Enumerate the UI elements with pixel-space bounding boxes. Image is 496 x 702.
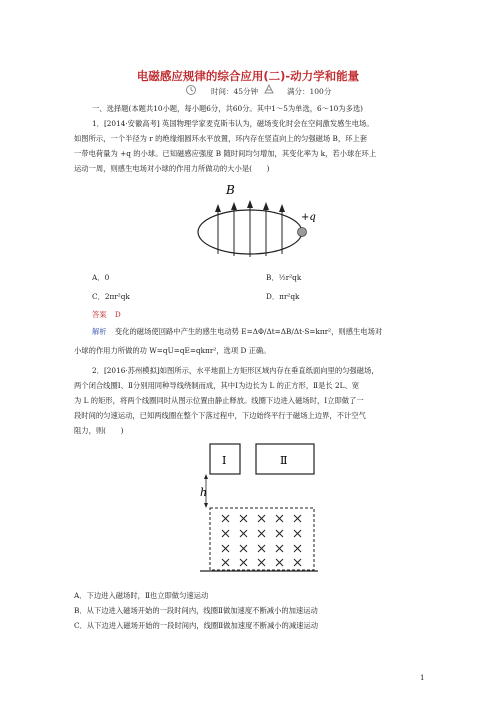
- analysis-text-1: 变化的磁场使回路中产生的感生电动势 E=ΔΦ/Δt=ΔB/Δt·S=kπr²，则感生电场对: [114, 327, 383, 336]
- q1-option-b: B．½r²qk: [266, 273, 302, 282]
- total-score: 满分：100分: [287, 87, 332, 96]
- height-label: h: [200, 486, 208, 499]
- q1-option-d: D．πr²qk: [266, 292, 300, 301]
- q2-option-a: A．下边进入磁场时，Ⅱ也立即做匀速运动: [74, 591, 209, 600]
- q2-line-5: 阻力，则( ): [74, 426, 124, 435]
- time-limit: 时间：45分钟: [211, 87, 259, 96]
- field-crosses: [222, 515, 301, 566]
- analysis-text-2: 小球的作用力所做的功 W=qU=qE=qkπr²，选项 D 正确。: [74, 346, 271, 355]
- q2-line-4: 段时间的匀速运动，已知两线圈在整个下落过程中，下边始终平行于磁场上边界，不计空气: [74, 411, 366, 420]
- q1-line-2: 如图所示，一个半径为 r 的绝缘细圆环水平放置，环内存在竖直向上的匀强磁场 B，环上套: [74, 134, 368, 143]
- answer-label: 答案: [92, 310, 107, 319]
- page-number: 1: [420, 674, 425, 682]
- q2-option-b: B．从下边进入磁场开始的一段时间内，线圈Ⅱ做加速度不断减小的加速运动: [74, 606, 318, 615]
- page-title: 电磁感应规律的综合应用(二)-动力学和能量: [136, 69, 360, 83]
- analysis-label: 解析: [92, 327, 107, 336]
- ring-field-figure: [188, 176, 328, 268]
- answer-value: D: [114, 310, 121, 319]
- q2-option-c: C．从下边进入磁场开始的一段时间内，线圈Ⅱ做加速度不断减小的减速运动: [74, 621, 319, 630]
- q2-line-3: 为 L 的矩形，将两个线圈同时从图示位置由静止释放。线圈下边进入磁场时，Ⅰ立即做了一: [74, 396, 364, 405]
- coil-2-label: Ⅱ: [280, 454, 288, 467]
- q1-option-c: C．2πr²qk: [92, 292, 130, 301]
- charge-label: +q: [301, 212, 316, 223]
- coil-1-label: Ⅰ: [222, 454, 227, 467]
- q1-line-1: 1．[2014·安徽高考] 英国物理学家麦克斯韦认为，磁场变化时会在空间激发感生电场。: [92, 119, 374, 128]
- charged-ball: [298, 228, 307, 237]
- field-label: B: [226, 183, 235, 197]
- q2-line-1: 2．[2016·苏州模拟]如图所示，水平地面上方矩形区域内存在垂直纸面向里的匀强磁场，: [92, 366, 379, 375]
- clock-icon: [185, 84, 197, 96]
- section-intro: 一、选择题(本题共10小题，每小题6分，共60分。其中1～5为单选，6～10为多选): [92, 104, 364, 113]
- coils-field-figure: [196, 440, 320, 578]
- q1-line-4: 运动一周，则感生电场对小球的作用力所做功的大小是( ): [74, 164, 270, 173]
- q1-line-3: 一带电荷量为 +q 的小球。已知磁感应强度 B 随时间均匀增加，其变化率为 k，若小球在环上: [74, 149, 377, 158]
- q2-line-2: 两个闭合线圈Ⅰ、Ⅱ分别用同种导线绕制而成，其中Ⅰ为边长为 L 的正方形，Ⅱ是长 2L、宽: [74, 381, 360, 390]
- score-icon: [263, 83, 275, 95]
- q1-option-a: A．0: [92, 273, 110, 282]
